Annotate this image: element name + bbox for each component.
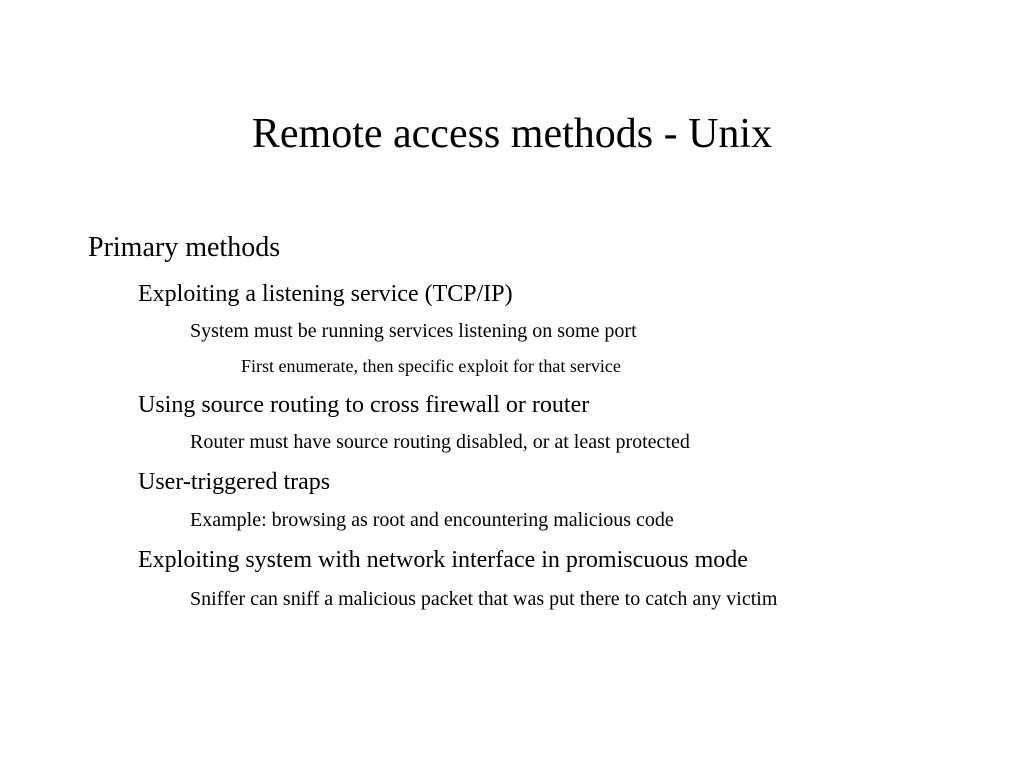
bullet-listening-service: Exploiting a listening service (TCP/IP) [138,281,513,307]
bullet-sniffer: Sniffer can sniff a malicious packet that was put there to catch any victim [190,588,778,610]
bullet-services-listening: System must be running services listening on some port [190,320,637,342]
bullet-user-traps: User-triggered traps [138,469,331,495]
bullet-enumerate-exploit: First enumerate, then specific exploit for that service [241,356,621,376]
bullet-router-disabled: Router must have source routing disabled, or at least protected [190,431,690,453]
bullet-example-root: Example: browsing as root and encountering malicious code [190,509,674,531]
bullet-primary-methods: Primary methods [88,232,281,263]
bullet-promiscuous-mode: Exploiting system with network interface in promiscuous mode [138,547,748,573]
slide-title: Remote access methods - Unix [251,111,773,157]
bullet-source-routing: Using source routing to cross firewall or router [138,392,590,418]
